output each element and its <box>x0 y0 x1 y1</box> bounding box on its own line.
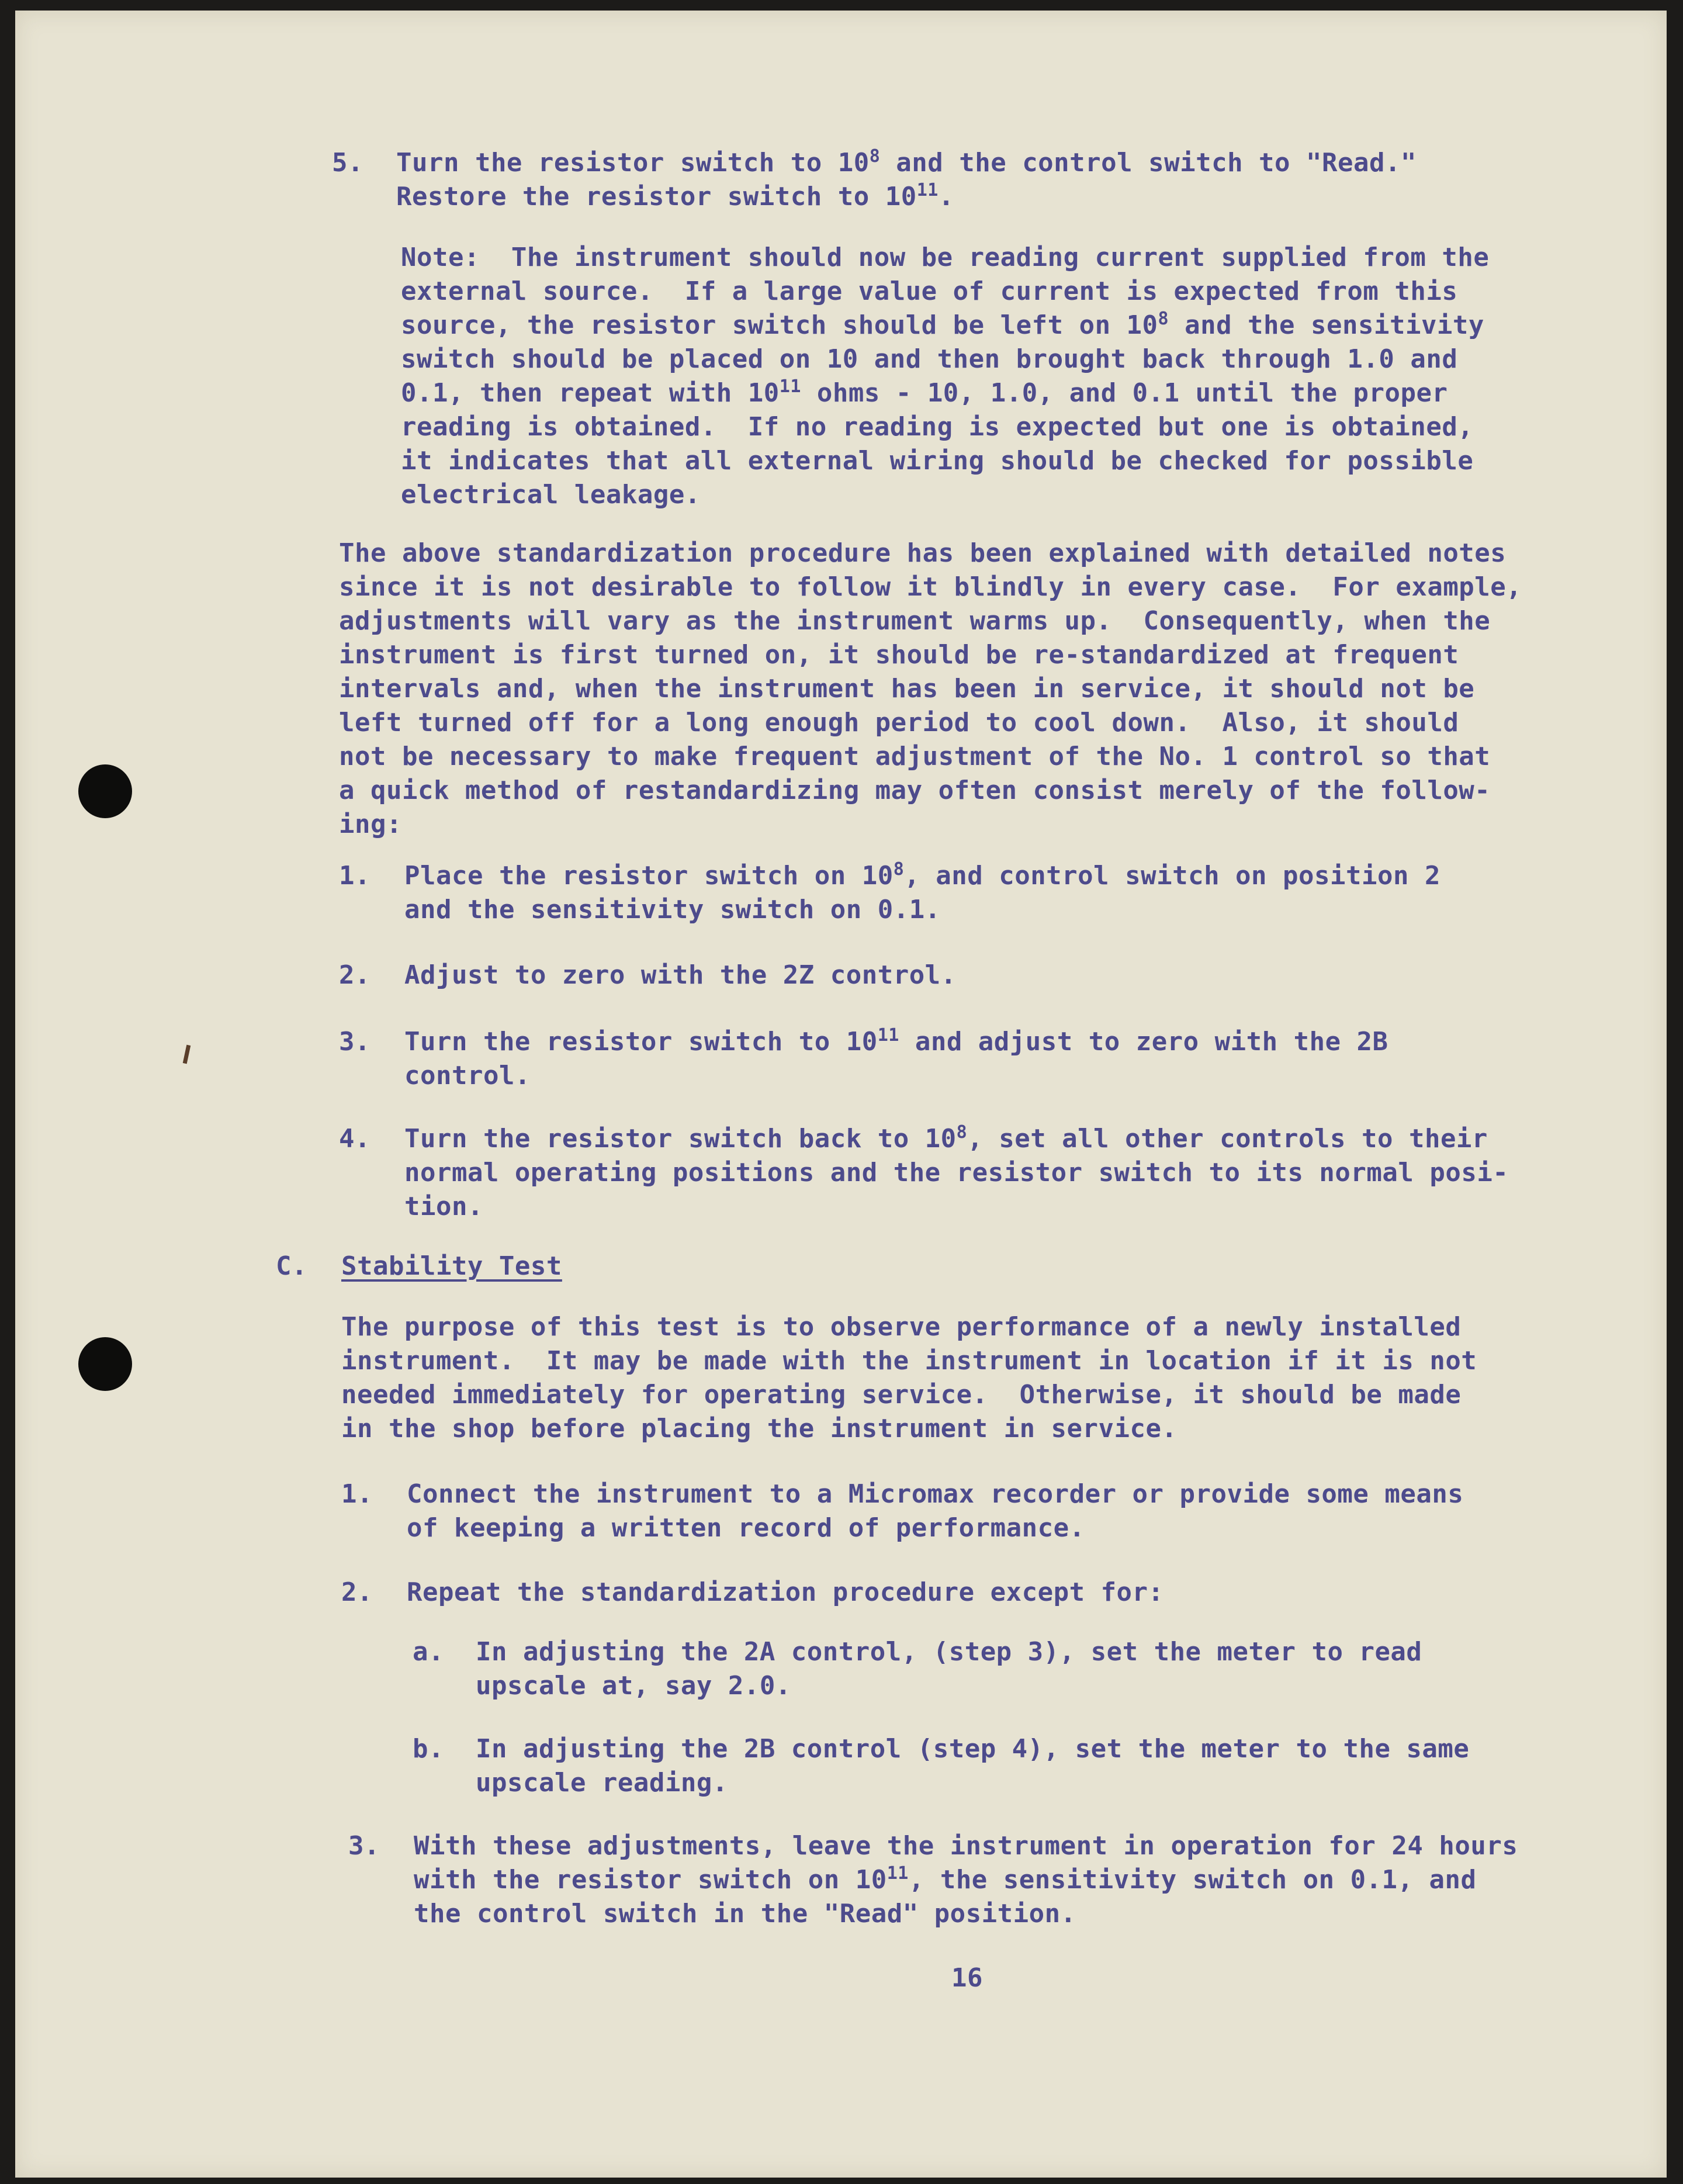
note-line: 0.1, then repeat with $10^{11}$ ohms - 10, 1.0, and 0.1 until the proper <box>401 376 1448 408</box>
punch-hole-lower <box>78 1337 132 1391</box>
paragraph-line: left turned off for a long enough period to cool down. Also, it should <box>339 708 1459 738</box>
stability-step-3-number: 3. <box>348 1831 380 1861</box>
stability-step-3-text <box>414 1829 1518 1931</box>
note-line: it indicates that all external wiring should be checked for possible <box>401 446 1474 476</box>
paragraph-line: instrument is first turned on, it should be re-standardized at frequent <box>339 640 1459 670</box>
quick-step-2-text: Adjust to zero with the 2Z control. <box>404 960 957 990</box>
step-line: In adjusting the 2A control, (step 3), set the meter to read <box>476 1637 1422 1667</box>
note-block <box>401 241 1489 512</box>
punch-hole-upper <box>78 764 132 818</box>
stability-step-1-text <box>407 1477 1463 1545</box>
paragraph-line: The above standardization procedure has been explained with detailed notes <box>339 538 1507 568</box>
step-line: upscale at, say 2.0. <box>476 1671 791 1701</box>
section-c-heading: Stability Test <box>341 1251 562 1281</box>
quick-step-1-number: 1. <box>339 861 370 891</box>
paragraph-line: needed immediately for operating service. Otherwise, it should be made <box>341 1380 1462 1410</box>
step-line: of keeping a written record of performance. <box>407 1513 1085 1543</box>
paragraph-line: adjustments will vary as the instrument warms up. Consequently, when the <box>339 606 1491 636</box>
quick-step-3-number: 3. <box>339 1027 370 1057</box>
paragraph-line: ing: <box>339 809 402 839</box>
note-line: switch should be placed on 10 and then brought back through 1.0 and <box>401 344 1458 374</box>
quick-step-2-number: 2. <box>339 960 370 990</box>
stability-step-1-number: 1. <box>341 1479 373 1509</box>
note-line: Note: The instrument should now be reading current supplied from the <box>401 243 1490 272</box>
note-line: reading is obtained. If no reading is expected but one is obtained, <box>401 412 1474 442</box>
quick-step-line: and the sensitivity switch on 0.1. <box>404 895 941 925</box>
standardization-paragraph <box>339 537 1522 842</box>
note-line: electrical leakage. <box>401 480 701 510</box>
paragraph-line: The purpose of this test is to observe performance of a newly installed <box>341 1312 1462 1342</box>
step-5-text <box>396 146 1417 214</box>
stability-intro <box>341 1310 1477 1446</box>
ink-mark <box>183 1045 191 1064</box>
step-line: with the resistor switch on $10^{11}$, the sensitivity switch on 0.1, and <box>414 1863 1477 1895</box>
step-line: In adjusting the 2B control (step 4), set the meter to the same <box>476 1734 1470 1764</box>
quick-step-line: control. <box>404 1061 531 1091</box>
paragraph-line: intervals and, when the instrument has been in service, it should not be <box>339 674 1475 704</box>
stability-step-2-number: 2. <box>341 1577 373 1607</box>
step-5-number: 5. <box>332 148 363 178</box>
quick-step-line: tion. <box>404 1192 483 1221</box>
paragraph-line: instrument. It may be made with the instrument in location if it is not <box>341 1346 1477 1376</box>
step-line: the control switch in the "Read" position. <box>414 1899 1076 1929</box>
step-line: With these adjustments, leave the instrument in operation for 24 hours <box>414 1831 1518 1861</box>
substep-b-letter: b. <box>413 1734 444 1764</box>
quick-step-line: Turn the resistor switch to $10^{11}$ and adjust to zero with the 2B <box>404 1025 1388 1057</box>
page-number: 16 <box>951 1963 983 1993</box>
quick-step-1-text <box>404 859 1440 927</box>
section-c-letter: C. <box>276 1251 307 1281</box>
paragraph-line: not be necessary to make frequent adjustment of the No. 1 control so that <box>339 742 1491 771</box>
quick-step-4-text <box>404 1122 1508 1224</box>
step-5-line-1: Turn the resistor switch to $10^8$ and the control switch to "Read." <box>396 146 1417 178</box>
step-line: upscale reading. <box>476 1768 728 1798</box>
stability-step-2-text: Repeat the standardization procedure except for: <box>407 1577 1164 1607</box>
quick-step-line: Turn the resistor switch back to $10^8$, set all other controls to their <box>404 1122 1488 1154</box>
quick-step-line: normal operating positions and the resistor switch to its normal posi- <box>404 1158 1509 1188</box>
paragraph-line: a quick method of restandardizing may often consist merely of the follow- <box>339 776 1491 805</box>
note-line: external source. If a large value of current is expected from this <box>401 276 1458 306</box>
quick-step-3-text <box>404 1025 1388 1093</box>
step-line: Connect the instrument to a Micromax recorder or provide some means <box>407 1479 1464 1509</box>
quick-step-line: Place the resistor switch on $10^8$, and control switch on position 2 <box>404 859 1440 891</box>
paragraph-line: since it is not desirable to follow it blindly in every case. For example, <box>339 572 1522 602</box>
document-page <box>15 11 1667 2178</box>
quick-step-4-number: 4. <box>339 1124 370 1154</box>
substep-a-letter: a. <box>413 1637 444 1667</box>
substep-b-text <box>476 1732 1469 1800</box>
substep-a-text <box>476 1635 1422 1703</box>
paragraph-line: in the shop before placing the instrument in service. <box>341 1414 1178 1444</box>
step-5-line-2: Restore the resistor switch to $10^{11}$. <box>396 180 954 212</box>
note-line: source, the resistor switch should be left on $10^8$ and the sensitivity <box>401 309 1484 340</box>
